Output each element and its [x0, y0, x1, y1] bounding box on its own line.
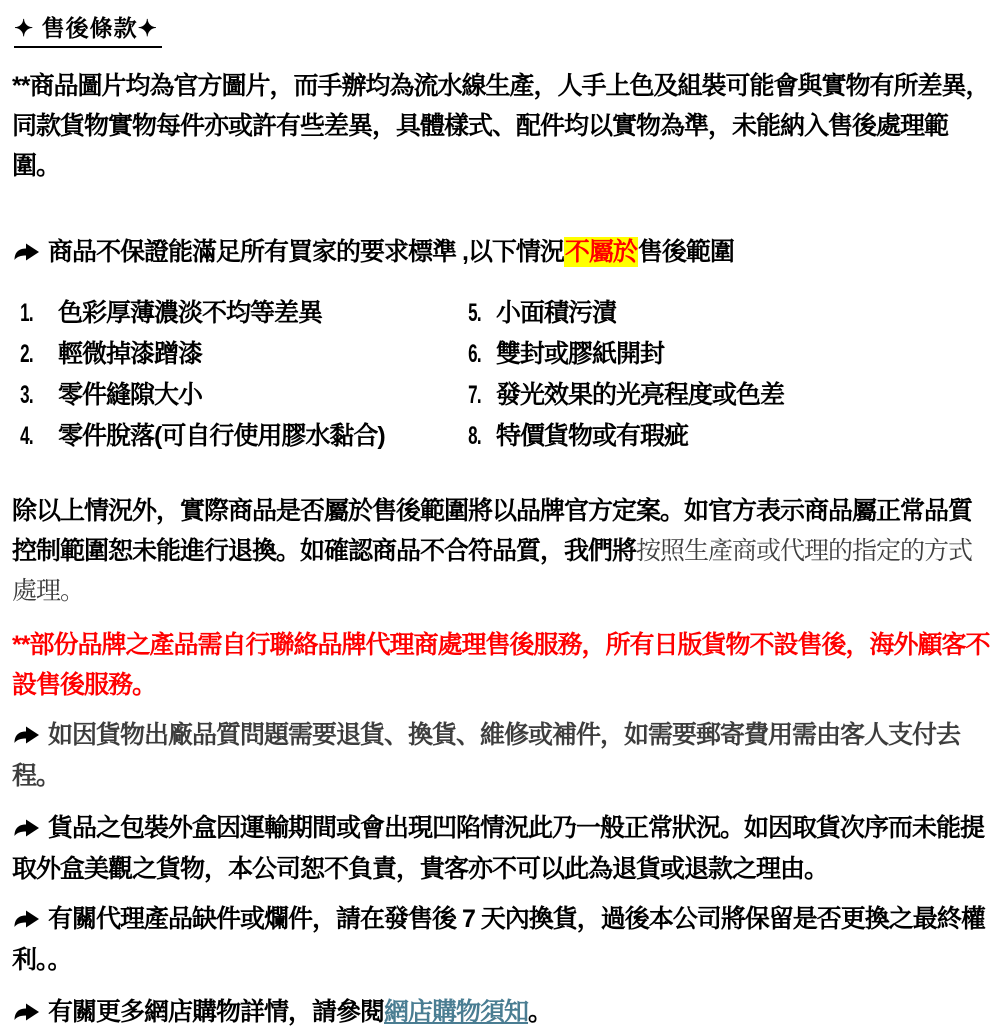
- curved-right-arrow-icon: [12, 993, 41, 1033]
- list-item-number: 8.: [468, 422, 481, 450]
- curved-right-arrow-icon: [12, 809, 41, 849]
- curved-right-arrow-icon: [12, 900, 41, 940]
- exclusion-list: [12, 293, 990, 457]
- intro-paragraph: **商品圖片均為官方圖片，而手辦均為流水線生產，人手上色及組裝可能會與實物有所差異，同款貨物實物每件亦或許有些差異，具體樣式、配件均以實物為準，未能納入售後處理範圍。: [12, 72, 990, 180]
- list-item-text: 零件脫落(可自行使用膠水黏合): [58, 422, 385, 450]
- not-covered-line: [12, 232, 990, 273]
- list-item-text: 零件縫隙大小: [58, 381, 203, 409]
- list-item-text: 特價貨物或有瑕疵: [496, 422, 689, 450]
- not-covered-prefix: 商品不保證能滿足所有買家的要求標準 ,以下情況: [48, 238, 564, 266]
- more-info-prefix: 有關更多網店購物詳情，請參閱: [48, 998, 385, 1026]
- list-item: [466, 416, 990, 457]
- list-item-number: 2.: [20, 340, 33, 368]
- list-item-text: 色彩厚薄濃淡不均等差異: [58, 299, 323, 327]
- list-item: [466, 334, 990, 375]
- packaging-dent-paragraph: [12, 808, 990, 889]
- not-covered-highlight: 不屬於: [564, 238, 637, 266]
- curved-right-arrow-icon: [12, 233, 41, 273]
- official-decision-paragraph: [12, 491, 990, 611]
- missing-parts-line: [12, 899, 990, 980]
- list-item: [466, 293, 990, 334]
- exclusion-list-left-column: [12, 293, 466, 457]
- list-item-number: 5.: [468, 299, 481, 327]
- brand-agent-notice: **部份品牌之產品需自行聯絡品牌代理商處理售後服務，所有日版貨物不設售後，海外顧客不設售後服務。: [12, 631, 990, 699]
- shipping-cost-text: 如因貨物出廠品質問題需要退貨、換貨、維修或補件，如需要郵寄費用需由客人支付去程。: [12, 721, 961, 790]
- shipping-cost-line: [12, 715, 990, 796]
- curved-right-arrow-icon: [12, 716, 41, 756]
- more-info-suffix: 。: [528, 998, 553, 1026]
- list-item-number: 4.: [20, 422, 33, 450]
- list-item: [18, 334, 466, 375]
- shopping-guide-link[interactable]: 網店購物須知: [384, 998, 529, 1026]
- list-item-number: 7.: [468, 381, 481, 409]
- page-title: ✦ 售後條款✦: [14, 10, 162, 48]
- more-info-line: [12, 992, 990, 1033]
- list-item: [18, 416, 466, 457]
- list-item-text: 小面積污漬: [496, 299, 617, 327]
- list-item-text: 雙封或膠紙開封: [496, 340, 665, 368]
- list-item: [18, 375, 466, 416]
- list-item-text: 輕微掉漆蹭漆: [58, 340, 203, 368]
- official-decision-bold-part: 除以上情況外，實際商品是否屬於售後範圍將以品牌官方定案。如官方表示商品屬正常品質控制範圍恕未能進行退換。如確認商品不合符品質，我們將: [12, 497, 973, 565]
- exclusion-list-right-column: [466, 293, 990, 457]
- packaging-dent-text: 貨品之包裝外盒因運輸期間或會出現凹陷情況此乃一般正常狀況。如因取貨次序而未能提取外盒美觀之貨物，本公司恕不負責，貴客亦不可以此為退貨或退款之理由。: [12, 814, 985, 883]
- list-item-number: 6.: [468, 340, 481, 368]
- list-item-number: 1.: [20, 299, 33, 327]
- list-item: [466, 375, 990, 416]
- list-item: [18, 293, 466, 334]
- official-decision-grey-part: 按照生產商或代理的指定的方式處理。: [12, 537, 973, 605]
- list-item-number: 3.: [20, 381, 33, 409]
- list-item-text: 發光效果的光亮程度或色差: [496, 381, 785, 409]
- not-covered-suffix: 售後範圍: [637, 238, 734, 266]
- missing-parts-text: 有關代理產品缺件或爛件，請在發售後 7 天內換貨，過後本公司將保留是否更換之最終權利。。: [12, 905, 985, 974]
